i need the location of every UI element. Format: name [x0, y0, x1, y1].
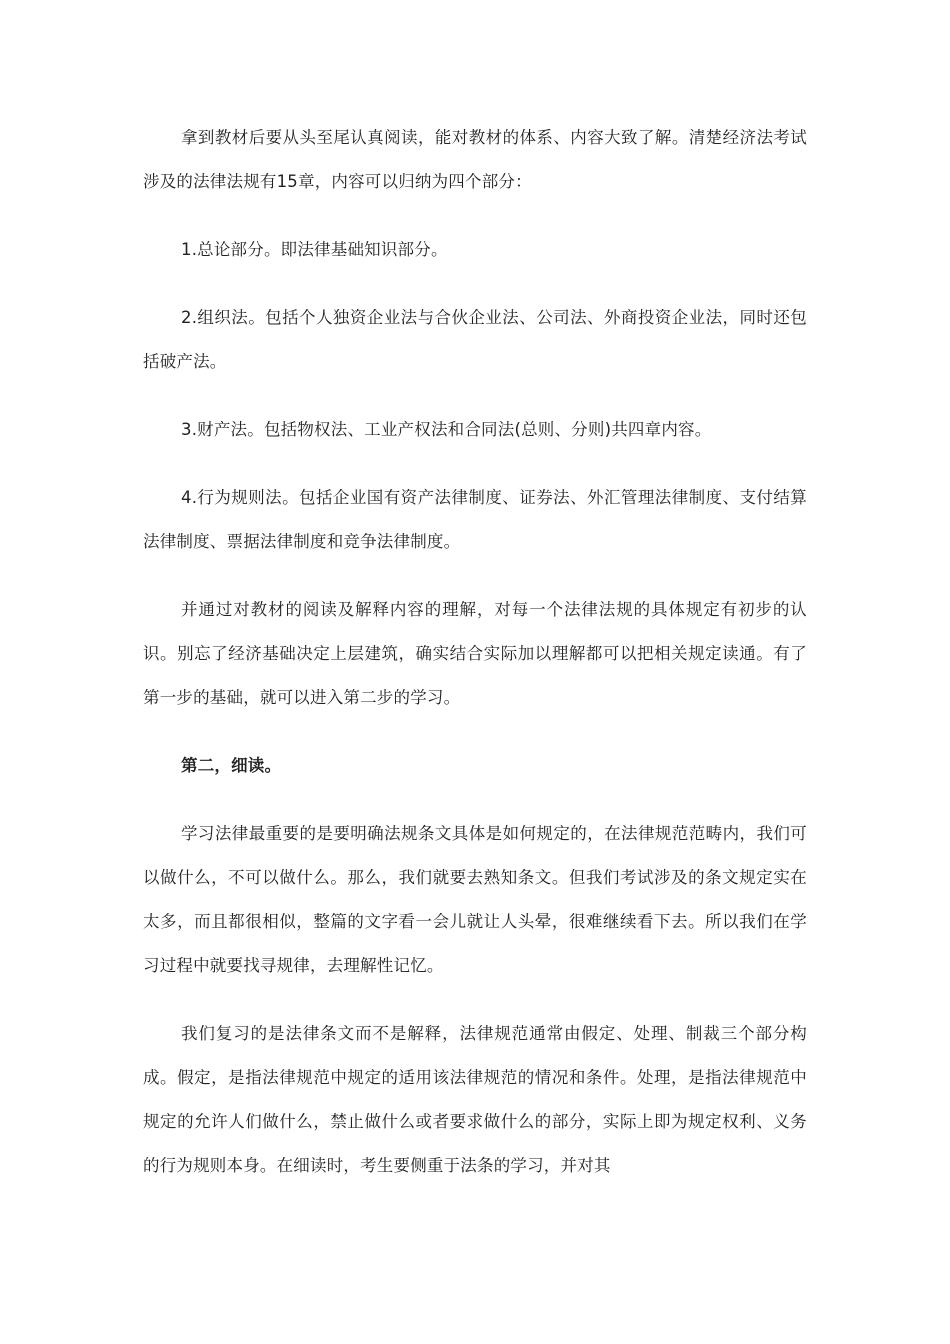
document-body — [143, 116, 807, 1188]
paragraph-understanding: 并通过对教材的阅读及解释内容的理解，对每一个法律法规的具体规定有初步的认识。别忘了经济基础决定上层建筑，确实结合实际加以理解都可以把相关规定读通。有了第一步的基础，就可以进入第二步的学习。 — [143, 600, 807, 707]
paragraph-intro: 拿到教材后要从头至尾认真阅读，能对教材的体系、内容大致了解。清楚经济法考试涉及的法律法规有15章，内容可以归纳为四个部分： — [143, 128, 807, 191]
paragraph-item-3: 3.财产法。包括物权法、工业产权法和合同法(总则、分则)共四章内容。 — [181, 420, 712, 439]
paragraph-study-rules: 学习法律最重要的是要明确法规条文具体是如何规定的，在法律规范范畴内，我们可以做什么，不可以做什么。那么，我们就要去熟知条文。但我们考试涉及的条文规定实在太多，而且都很相似，整篇的文字看一会儿就让人头晕，很难继续看下去。所以我们在学习过程中就要找寻规律，去理解性记忆。 — [143, 824, 807, 975]
paragraph-item-2: 2.组织法。包括个人独资企业法与合伙企业法、公司法、外商投资企业法，同时还包括破产法。 — [143, 308, 807, 371]
paragraph-legal-norms: 我们复习的是法律条文而不是解释，法律规范通常由假定、处理、制裁三个部分构成。假定，是指法律规范中规定的适用该法律规范的情况和条件。处理，是指法律规范中规定的允许人们做什么，禁止做什么或者要求做什么的部分，实际上即为规定权利、义务的行为规则本身。在细读时，考生要侧重于法条的学习，并对其 — [143, 1024, 807, 1175]
paragraph-item-1: 1.总论部分。即法律基础知识部分。 — [181, 240, 448, 259]
paragraph-item-4: 4.行为规则法。包括企业国有资产法律制度、证券法、外汇管理法律制度、支付结算法律制度、票据法律制度和竞争法律制度。 — [143, 488, 807, 551]
section-heading: 第二，细读。 — [181, 756, 282, 775]
